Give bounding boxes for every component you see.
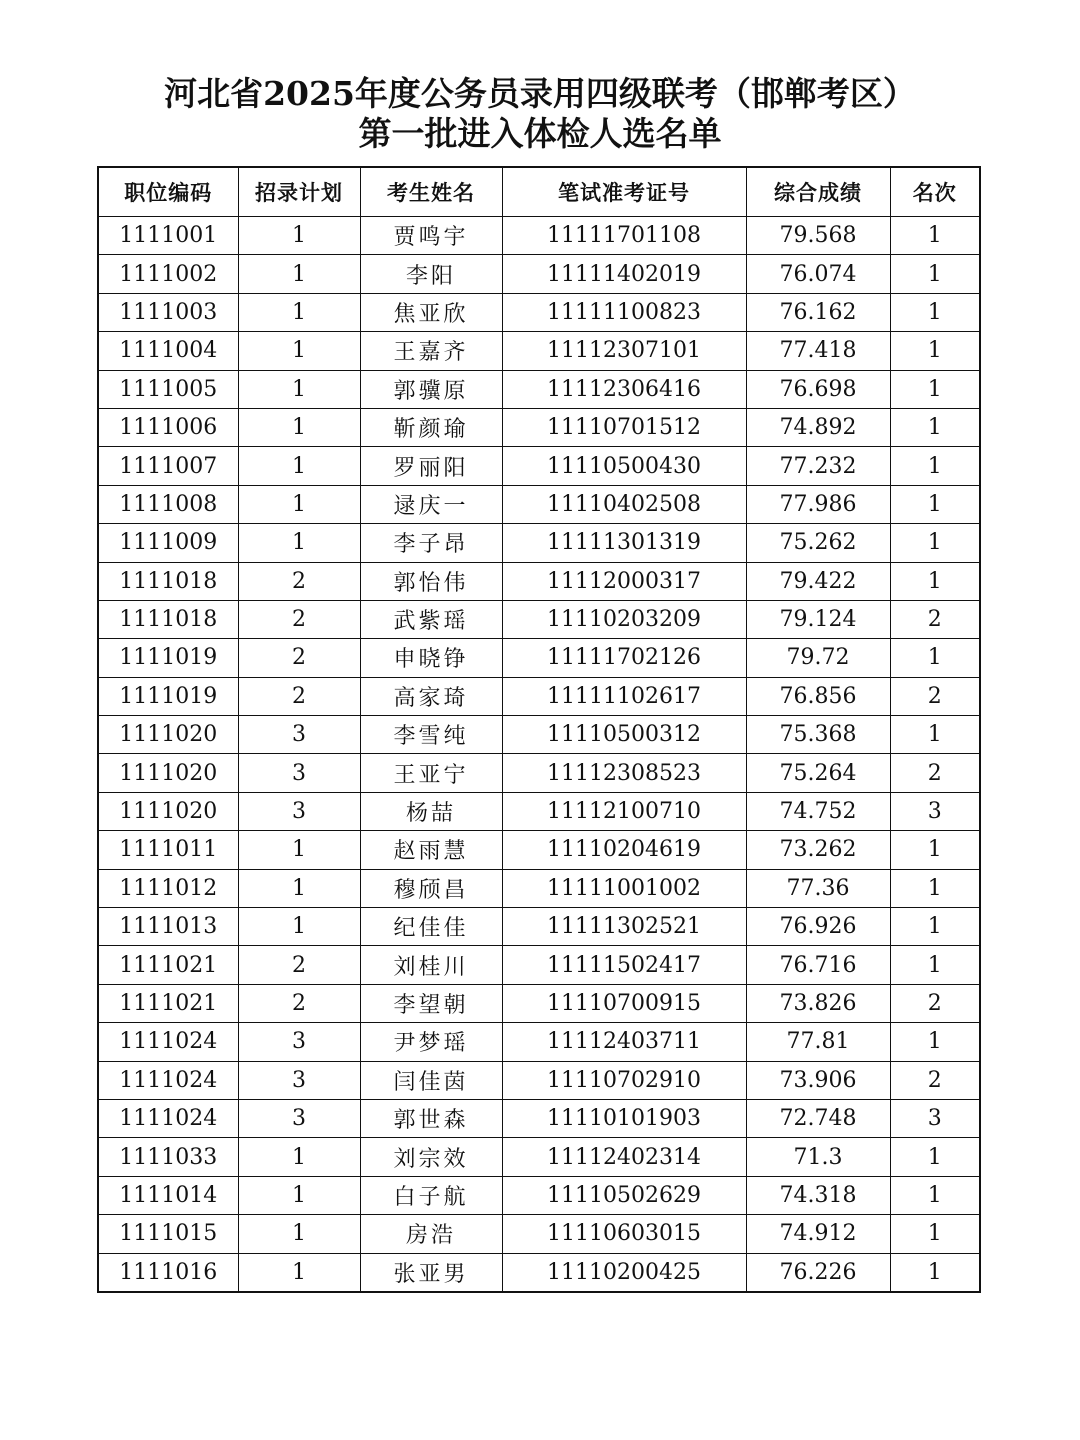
cell-exam-ticket-number: 11110603015 (502, 1215, 746, 1253)
cell-exam-ticket-number: 11111100823 (502, 293, 746, 331)
table-row (98, 1253, 980, 1292)
cell-recruit-plan: 1 (238, 332, 360, 370)
table-row (98, 1176, 980, 1214)
cell-candidate-name: 逯庆一 (360, 485, 502, 523)
cell-exam-ticket-number: 11111502417 (502, 946, 746, 984)
table-row (98, 1061, 980, 1099)
cell-position-code: 1111033 (98, 1138, 238, 1176)
cell-exam-ticket-number: 11111301319 (502, 524, 746, 562)
cell-exam-ticket-number: 11112308523 (502, 754, 746, 792)
cell-rank: 1 (890, 408, 980, 446)
cell-total-score: 79.124 (746, 600, 890, 638)
cell-rank: 1 (890, 217, 980, 255)
cell-exam-ticket-number: 11111702126 (502, 639, 746, 677)
cell-total-score: 74.752 (746, 792, 890, 830)
cell-rank: 1 (890, 1023, 980, 1061)
cell-total-score: 77.81 (746, 1023, 890, 1061)
cell-exam-ticket-number: 11110701512 (502, 408, 746, 446)
cell-recruit-plan: 2 (238, 639, 360, 677)
table-row (98, 908, 980, 946)
cell-recruit-plan: 1 (238, 447, 360, 485)
cell-total-score: 77.36 (746, 869, 890, 907)
cell-total-score: 79.72 (746, 639, 890, 677)
cell-rank: 3 (890, 792, 980, 830)
header-rank: 名次 (890, 167, 980, 217)
cell-total-score: 79.568 (746, 217, 890, 255)
table-row (98, 792, 980, 830)
cell-recruit-plan: 2 (238, 677, 360, 715)
cell-total-score: 74.892 (746, 408, 890, 446)
table-row (98, 831, 980, 869)
header-position-code: 职位编码 (98, 167, 238, 217)
cell-rank: 1 (890, 1253, 980, 1292)
cell-position-code: 1111024 (98, 1023, 238, 1061)
cell-recruit-plan: 3 (238, 1023, 360, 1061)
cell-position-code: 1111007 (98, 447, 238, 485)
table-body (98, 217, 980, 1292)
cell-rank: 3 (890, 1099, 980, 1137)
cell-position-code: 1111018 (98, 562, 238, 600)
cell-recruit-plan: 1 (238, 1176, 360, 1214)
cell-recruit-plan: 1 (238, 869, 360, 907)
cell-candidate-name: 刘桂川 (360, 946, 502, 984)
cell-candidate-name: 焦亚欣 (360, 293, 502, 331)
cell-position-code: 1111020 (98, 792, 238, 830)
cell-exam-ticket-number: 11112000317 (502, 562, 746, 600)
cell-recruit-plan: 1 (238, 293, 360, 331)
cell-position-code: 1111021 (98, 984, 238, 1022)
cell-total-score: 75.264 (746, 754, 890, 792)
cell-recruit-plan: 2 (238, 946, 360, 984)
cell-rank: 1 (890, 946, 980, 984)
cell-exam-ticket-number: 11110402508 (502, 485, 746, 523)
table-row (98, 984, 980, 1022)
cell-rank: 1 (890, 447, 980, 485)
cell-position-code: 1111014 (98, 1176, 238, 1214)
cell-position-code: 1111002 (98, 255, 238, 293)
cell-exam-ticket-number: 11110101903 (502, 1099, 746, 1137)
cell-candidate-name: 高家琦 (360, 677, 502, 715)
table-row (98, 716, 980, 754)
cell-recruit-plan: 1 (238, 217, 360, 255)
cell-recruit-plan: 1 (238, 1253, 360, 1292)
cell-recruit-plan: 3 (238, 754, 360, 792)
cell-recruit-plan: 1 (238, 370, 360, 408)
cell-position-code: 1111018 (98, 600, 238, 638)
document-title: 河北省2025年度公务员录用四级联考（邯郸考区） (164, 74, 916, 113)
table-row (98, 639, 980, 677)
cell-total-score: 75.262 (746, 524, 890, 562)
cell-position-code: 1111020 (98, 716, 238, 754)
table-row (98, 1099, 980, 1137)
cell-rank: 2 (890, 984, 980, 1022)
table-row (98, 1023, 980, 1061)
cell-exam-ticket-number: 11111001002 (502, 869, 746, 907)
cell-position-code: 1111013 (98, 908, 238, 946)
cell-candidate-name: 靳颜瑜 (360, 408, 502, 446)
cell-total-score: 74.318 (746, 1176, 890, 1214)
table-row (98, 869, 980, 907)
cell-candidate-name: 郭怡伟 (360, 562, 502, 600)
cell-total-score: 74.912 (746, 1215, 890, 1253)
cell-rank: 1 (890, 908, 980, 946)
table-row (98, 754, 980, 792)
header-candidate-name: 考生姓名 (360, 167, 502, 217)
cell-total-score: 72.748 (746, 1099, 890, 1137)
cell-total-score: 76.926 (746, 908, 890, 946)
cell-position-code: 1111019 (98, 677, 238, 715)
cell-total-score: 76.698 (746, 370, 890, 408)
cell-total-score: 76.074 (746, 255, 890, 293)
header-total-score: 综合成绩 (746, 167, 890, 217)
cell-candidate-name: 张亚男 (360, 1253, 502, 1292)
cell-position-code: 1111021 (98, 946, 238, 984)
cell-candidate-name: 杨喆 (360, 792, 502, 830)
cell-exam-ticket-number: 11111102617 (502, 677, 746, 715)
cell-exam-ticket-number: 11111701108 (502, 217, 746, 255)
cell-candidate-name: 贾鸣宇 (360, 217, 502, 255)
cell-candidate-name: 李望朝 (360, 984, 502, 1022)
cell-candidate-name: 罗丽阳 (360, 447, 502, 485)
cell-rank: 2 (890, 1061, 980, 1099)
table-row (98, 946, 980, 984)
cell-candidate-name: 李阳 (360, 255, 502, 293)
document-subtitle: 第一批进入体检人选名单 (358, 114, 722, 153)
cell-recruit-plan: 3 (238, 1061, 360, 1099)
cell-recruit-plan: 2 (238, 562, 360, 600)
cell-recruit-plan: 1 (238, 524, 360, 562)
header-recruit-plan: 招录计划 (238, 167, 360, 217)
cell-recruit-plan: 2 (238, 984, 360, 1022)
cell-total-score: 76.716 (746, 946, 890, 984)
cell-position-code: 1111024 (98, 1099, 238, 1137)
cell-total-score: 76.162 (746, 293, 890, 331)
cell-recruit-plan: 3 (238, 792, 360, 830)
cell-candidate-name: 刘宗效 (360, 1138, 502, 1176)
cell-position-code: 1111004 (98, 332, 238, 370)
cell-candidate-name: 武紫瑶 (360, 600, 502, 638)
cell-candidate-name: 赵雨慧 (360, 831, 502, 869)
cell-rank: 1 (890, 1138, 980, 1176)
cell-candidate-name: 穆颀昌 (360, 869, 502, 907)
cell-candidate-name: 李雪纯 (360, 716, 502, 754)
cell-rank: 2 (890, 754, 980, 792)
table-row (98, 217, 980, 255)
cell-position-code: 1111024 (98, 1061, 238, 1099)
cell-recruit-plan: 2 (238, 600, 360, 638)
cell-total-score: 73.262 (746, 831, 890, 869)
cell-position-code: 1111020 (98, 754, 238, 792)
cell-total-score: 73.906 (746, 1061, 890, 1099)
cell-exam-ticket-number: 11110502629 (502, 1176, 746, 1214)
cell-rank: 1 (890, 831, 980, 869)
cell-candidate-name: 王亚宁 (360, 754, 502, 792)
cell-total-score: 79.422 (746, 562, 890, 600)
header-exam-ticket-number: 笔试准考证号 (502, 167, 746, 217)
cell-exam-ticket-number: 11112306416 (502, 370, 746, 408)
cell-rank: 2 (890, 600, 980, 638)
cell-rank: 1 (890, 869, 980, 907)
cell-position-code: 1111016 (98, 1253, 238, 1292)
cell-recruit-plan: 3 (238, 716, 360, 754)
cell-rank: 1 (890, 716, 980, 754)
cell-recruit-plan: 1 (238, 1215, 360, 1253)
cell-exam-ticket-number: 11111302521 (502, 908, 746, 946)
cell-total-score: 73.826 (746, 984, 890, 1022)
cell-total-score: 77.418 (746, 332, 890, 370)
cell-exam-ticket-number: 11110500312 (502, 716, 746, 754)
cell-rank: 1 (890, 639, 980, 677)
cell-position-code: 1111008 (98, 485, 238, 523)
table-row (98, 562, 980, 600)
cell-rank: 1 (890, 1215, 980, 1253)
table-row (98, 485, 980, 523)
cell-candidate-name: 尹梦瑶 (360, 1023, 502, 1061)
cell-exam-ticket-number: 11110700915 (502, 984, 746, 1022)
table-row (98, 600, 980, 638)
table-row (98, 332, 980, 370)
table-row (98, 677, 980, 715)
cell-candidate-name: 闫佳茵 (360, 1061, 502, 1099)
header-row (98, 167, 980, 217)
cell-recruit-plan: 3 (238, 1099, 360, 1137)
table-row (98, 1138, 980, 1176)
table-header (98, 167, 980, 217)
cell-rank: 1 (890, 1176, 980, 1214)
table-row (98, 370, 980, 408)
table-row (98, 293, 980, 331)
cell-total-score: 76.856 (746, 677, 890, 715)
cell-exam-ticket-number: 11110500430 (502, 447, 746, 485)
cell-recruit-plan: 1 (238, 485, 360, 523)
cell-recruit-plan: 1 (238, 1138, 360, 1176)
cell-exam-ticket-number: 11112402314 (502, 1138, 746, 1176)
cell-position-code: 1111019 (98, 639, 238, 677)
cell-recruit-plan: 1 (238, 255, 360, 293)
table-row (98, 524, 980, 562)
cell-recruit-plan: 1 (238, 908, 360, 946)
cell-position-code: 1111006 (98, 408, 238, 446)
candidate-table (97, 166, 981, 1293)
cell-candidate-name: 王嘉齐 (360, 332, 502, 370)
cell-rank: 1 (890, 524, 980, 562)
cell-total-score: 77.232 (746, 447, 890, 485)
cell-exam-ticket-number: 11112403711 (502, 1023, 746, 1061)
table-row (98, 408, 980, 446)
cell-exam-ticket-number: 11110702910 (502, 1061, 746, 1099)
table-row (98, 255, 980, 293)
cell-candidate-name: 郭世森 (360, 1099, 502, 1137)
cell-rank: 1 (890, 332, 980, 370)
cell-rank: 1 (890, 370, 980, 408)
cell-rank: 1 (890, 485, 980, 523)
cell-total-score: 77.986 (746, 485, 890, 523)
cell-position-code: 1111015 (98, 1215, 238, 1253)
cell-total-score: 76.226 (746, 1253, 890, 1292)
cell-position-code: 1111003 (98, 293, 238, 331)
cell-exam-ticket-number: 11112100710 (502, 792, 746, 830)
table-row (98, 1215, 980, 1253)
cell-total-score: 75.368 (746, 716, 890, 754)
table-row (98, 447, 980, 485)
cell-rank: 1 (890, 293, 980, 331)
cell-exam-ticket-number: 11111402019 (502, 255, 746, 293)
cell-recruit-plan: 1 (238, 408, 360, 446)
cell-candidate-name: 郭骥原 (360, 370, 502, 408)
cell-exam-ticket-number: 11110204619 (502, 831, 746, 869)
cell-exam-ticket-number: 11112307101 (502, 332, 746, 370)
cell-rank: 1 (890, 562, 980, 600)
cell-rank: 1 (890, 255, 980, 293)
cell-candidate-name: 李子昂 (360, 524, 502, 562)
cell-position-code: 1111012 (98, 869, 238, 907)
cell-total-score: 71.3 (746, 1138, 890, 1176)
cell-position-code: 1111011 (98, 831, 238, 869)
cell-exam-ticket-number: 11110203209 (502, 600, 746, 638)
cell-position-code: 1111009 (98, 524, 238, 562)
cell-candidate-name: 申晓铮 (360, 639, 502, 677)
cell-candidate-name: 纪佳佳 (360, 908, 502, 946)
cell-exam-ticket-number: 11110200425 (502, 1253, 746, 1292)
cell-recruit-plan: 1 (238, 831, 360, 869)
cell-position-code: 1111005 (98, 370, 238, 408)
cell-candidate-name: 白子航 (360, 1176, 502, 1214)
cell-rank: 2 (890, 677, 980, 715)
cell-candidate-name: 房浩 (360, 1215, 502, 1253)
cell-position-code: 1111001 (98, 217, 238, 255)
